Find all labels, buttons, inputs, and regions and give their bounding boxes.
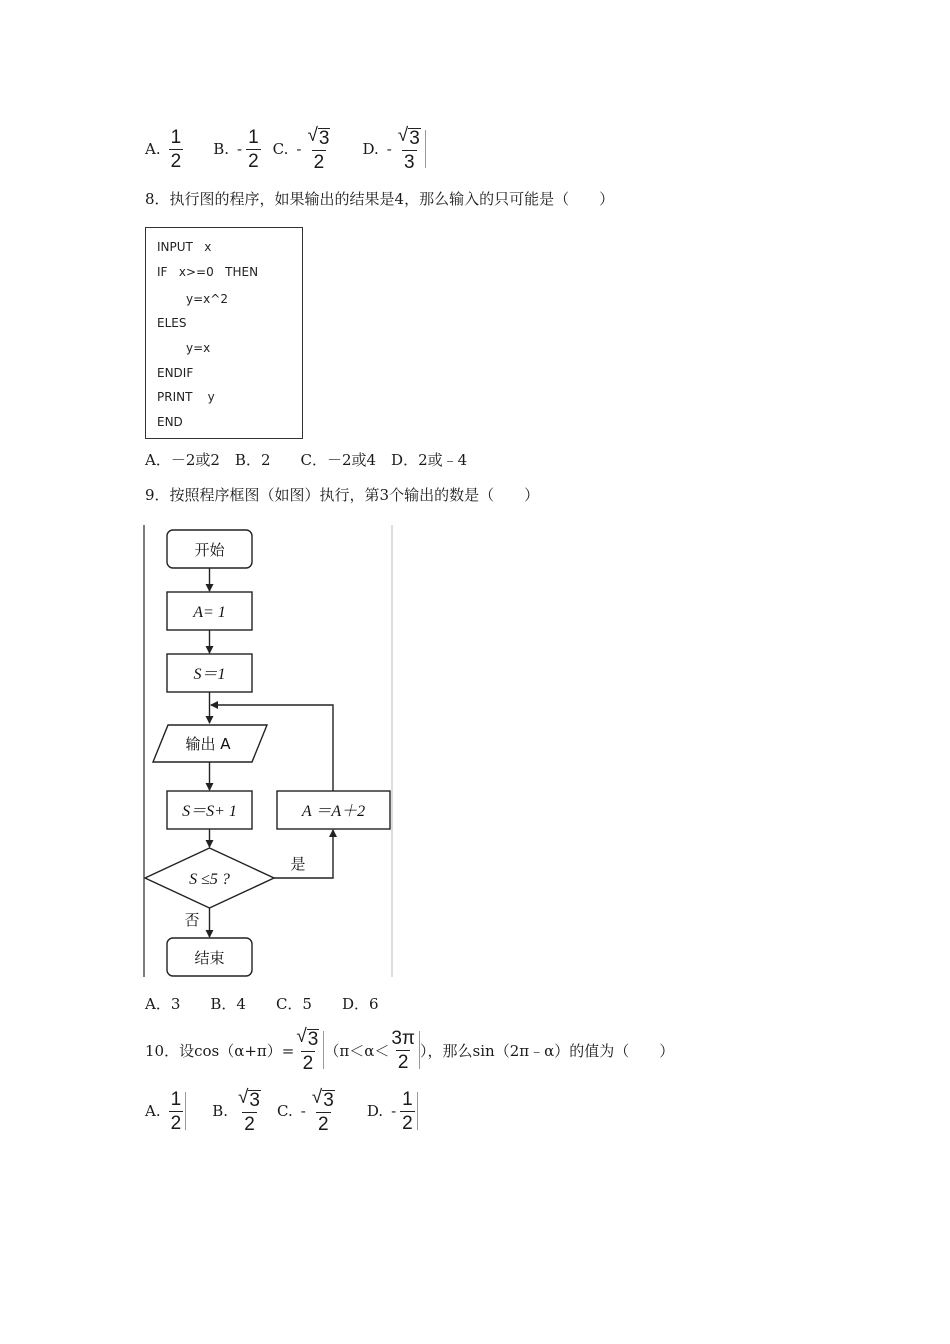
code-line: y=x [186,341,211,355]
divider [425,130,426,168]
q9-options[interactable]: A．3 B．4 C．5 D．6 [145,995,379,1013]
q9-flowchart [140,525,400,983]
divider [185,1092,186,1130]
q7-options [145,126,426,172]
q7-option-d[interactable] [362,126,425,172]
code-line: IF x>=0 THEN [157,265,259,279]
sqrt-icon: √ [311,1087,323,1108]
q10-middle: （π＜α＜ [324,1041,390,1060]
option-label: C. [272,140,289,158]
start-label: 开始 [194,541,225,559]
q9-stem: 9．按照程序框图（如图）执行，第3个输出的数是（ ） [145,486,540,504]
s-init-label: S＝1 [193,666,226,683]
q10-options [145,1088,418,1134]
q7-option-c[interactable] [273,126,333,172]
condition-label: S ≤5 ? [189,871,230,888]
fraction: √ 3 2 [307,125,330,173]
minus-sign: - [391,1102,397,1120]
code-line: INPUT x [157,240,212,254]
q8-code-box [145,227,303,439]
q7-option-a[interactable] [145,128,183,171]
q10-option-d[interactable] [367,1090,418,1133]
q10-option-b[interactable] [212,1088,263,1134]
fraction: √ 3 2 [311,1087,334,1135]
code-line: PRINT y [157,390,215,404]
fraction: √ 3 3 [397,125,420,173]
minus-sign: - [300,1102,306,1120]
q10-option-c[interactable] [277,1088,337,1134]
no-label: 否 [184,911,200,929]
fraction: $\frac{1}{2}$ [170,126,182,172]
code-line: END [157,415,183,429]
q10-suffix: ），那么sin（2π﹣α）的值为（ ） [420,1041,675,1060]
code-line: ELES [157,316,187,330]
s-update-label: S＝S+ 1 [182,803,237,820]
sqrt-icon: √ [296,1026,307,1047]
fraction: $\frac{1}{2}$ [248,126,259,172]
option-label: A. [145,1102,161,1120]
fraction: $\frac{1}{2}$ [402,1088,413,1134]
q8-options[interactable]: A．－2或2 B．2 C．－2或4 D．2或﹣4 [145,451,468,469]
sqrt-icon: √ [397,125,409,146]
fraction: √ 3 2 [296,1026,319,1074]
option-label: C. [277,1102,293,1120]
end-label: 结束 [194,949,225,967]
code-line: y=x^2 [186,292,228,306]
a-init-label: A= 1 [193,604,226,621]
minus-sign: - [236,140,243,158]
q10-prefix: 10．设cos（α+π）= [145,1041,295,1060]
fraction: √ 3 2 [237,1087,260,1135]
q8-stem: 8．执行图的程序，如果输出的结果是4，那么输入的只可能是（ ） [145,190,615,208]
option-label: A. [145,140,161,158]
output-label: 输出 A [185,735,231,753]
yes-label: 是 [290,855,306,873]
option-label: D. [362,140,379,158]
option-label: B. [212,1102,228,1120]
option-label: D. [366,1102,384,1120]
minus-sign: - [296,140,302,158]
a-update-label: A ＝A＋2 [301,803,366,820]
code-line: ENDIF [157,366,194,380]
fraction: $\frac{1}{2}$ [170,1088,182,1134]
q7-option-b[interactable] [213,128,260,171]
q10-stem [145,1026,674,1074]
minus-sign: - [386,140,392,158]
sqrt-icon: √ [237,1087,249,1108]
divider [417,1092,418,1130]
option-label: B. [213,140,229,158]
q10-option-a[interactable] [145,1090,186,1133]
sqrt-icon: √ [307,125,318,146]
fraction: $\frac{3\pi}{2}$ [391,1027,416,1073]
